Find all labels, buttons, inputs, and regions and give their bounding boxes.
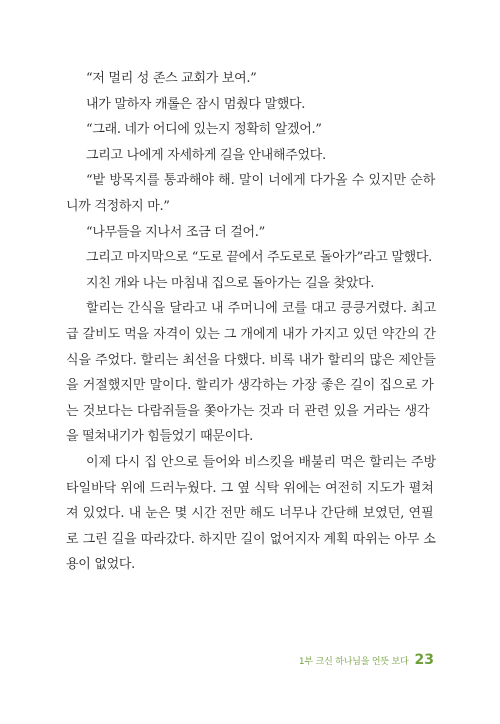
paragraph: [66, 168, 436, 219]
text-line: 로 그린 길을 따라갔다. 하지만 길이 없어지자 계획 따위는 아무 소: [66, 531, 436, 547]
paragraph: [66, 271, 436, 297]
text-line: 져 있었다. 내 눈은 몇 시간 전만 해도 너무나 간단해 보였던, 연필: [66, 506, 434, 522]
paragraph: [66, 117, 436, 143]
text-line: “저 멀리 성 존스 교회가 보여.”: [86, 71, 257, 86]
page-footer: [299, 652, 434, 668]
paragraph: [66, 245, 436, 271]
running-footer-section-label: 1부 크신 하나님을 언뜻 보다: [298, 657, 409, 667]
text-line: 그리고 나에게 자세하게 길을 안내해주었다.: [86, 147, 326, 163]
text-line: 용이 없었다.: [66, 557, 135, 573]
paragraph: [66, 220, 436, 246]
text-line: 내가 말하자 캐롤은 잠시 멈췄다 말했다.: [86, 96, 306, 112]
body-text: [66, 66, 436, 578]
paragraph: [66, 296, 436, 450]
text-line: 그리고 마지막으로 “도로 끝에서 주도로로 돌아가”라고 말했다.: [86, 250, 432, 266]
text-line: 을 떨쳐내기가 힘들었기 때문이다.: [66, 429, 253, 445]
text-line: 급 갈비도 먹을 자격이 있는 그 개에게 내가 가지고 있던 약간의 간: [66, 326, 436, 342]
text-line: 식을 주었다. 할리는 최선을 다했다. 비록 내가 할리의 많은 제안들: [66, 352, 436, 368]
paragraph: [66, 92, 436, 118]
paragraph: [66, 450, 436, 578]
text-line: 지친 개와 나는 마침내 집으로 돌아가는 길을 찾았다.: [86, 275, 375, 291]
text-line: 이제 다시 집 안으로 들어와 비스킷을 배불리 먹은 할리는 주방: [86, 454, 437, 470]
text-line: 는 것보다는 다람쥐들을 쫓아가는 것과 더 관련 있을 거라는 생각: [66, 403, 430, 419]
text-line: 니까 걱정하지 마.”: [66, 198, 170, 214]
text-line: “그래. 네가 어디에 있는지 정확히 알겠어.”: [86, 122, 322, 138]
text-line: 을 거절했지만 말이다. 할리가 생각하는 가장 좋은 길이 집으로 가: [66, 378, 434, 394]
text-line: “밭 방목지를 통과해야 해. 말이 너에게 다가올 수 있지만 순하: [86, 173, 436, 189]
text-line: “나무들을 지나서 조금 더 걸어.”: [86, 224, 265, 240]
paragraph: [66, 66, 436, 92]
text-line: 타일바닥 위에 드러누웠다. 그 옆 식탁 위에는 여전히 지도가 펼쳐: [66, 480, 434, 496]
page-number: 23: [414, 652, 434, 668]
text-line: 할리는 간식을 달라고 내 주머니에 코를 대고 킁킁거렸다. 최고: [86, 301, 437, 317]
paragraph: [66, 143, 436, 169]
